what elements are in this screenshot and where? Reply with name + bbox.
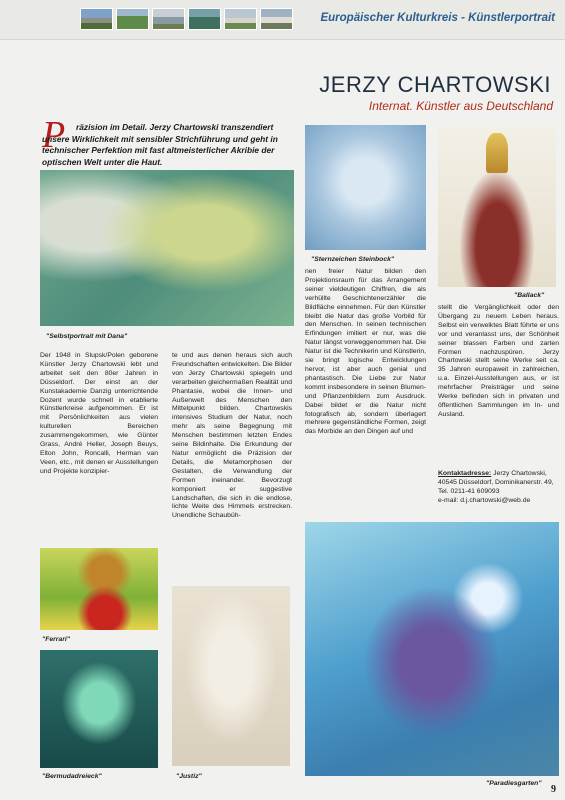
caption-justiz: "Justiz": [176, 773, 202, 780]
trophy-icon: [486, 133, 508, 173]
intro-paragraph: räzision im Detail. Jerzy Chartowski transzendiert unsere Wirklichkeit mit sensibler Strichführung und geht in technischer Perfektion mit fast altmeisterlicher Akribie der optischen Welt unter die Haut.: [42, 122, 278, 167]
caption-ballack: "Ballack": [514, 292, 545, 299]
body-column-1: Der 1948 in Slupsk/Polen geborene Künstler Jerzy Chartowski lebt und arbeitet seit den 80er Jahren in Düsseldorf. Der einst an der Kunstakademie Danzig unterrichtende Dozent wurde schnell in etablierte Künstlerkreise aufgenommen. Er ist mit Persönlichkeiten aus vielen kulturellen Bereichen zusammengekommen, wie Günter Grass, André Heller, Joseph Beuys, Elton John, Roncalli, Herman van Veen, etc., mit denen er Ausstellungen und Projekte konzipier-: [40, 352, 158, 475]
contact-block: [438, 470, 559, 506]
painting-sternzeichen-steinbock: [305, 125, 426, 250]
artist-name: JERZY CHARTOWSKI: [319, 72, 551, 97]
caption-dana: "Selbstportrait mit Dana": [46, 333, 128, 340]
contact-email[interactable]: e-mail: d.j.chartowski@web.de: [438, 496, 531, 504]
painting-paradiesgarten: [305, 522, 559, 776]
painting-ferrari: [40, 548, 158, 630]
body-column-4: stellt die Vergänglichkeit oder den Übergang zu neuem Leben heraus. Selbst ein verwelktes Blatt führte er uns vor und veranlasst uns, der Schönheit seiner blassen Farben und zarten Formen nachzuspüren. Jerzy Chartowski stellt seine Werke seit ca. 35 Jahren europaweit in zahlreichen, u.a. Einzel-Ausstellungen aus, er ist mehrfacher Preisträger und seine Werke befinden sich in privaten und öffentlichen Sammlungen im In- und Ausland.: [438, 304, 559, 418]
caption-garden: "Paradiesgarten": [486, 780, 542, 787]
contact-address: Jerzy Chartowski, 40545 Düsseldorf, Dominikanerstr. 49, Tel. 0211-41 609093: [438, 470, 554, 495]
header-title: Europäischer Kulturkreis - Künstlerportrait: [320, 12, 555, 24]
painting-justiz: [172, 586, 290, 766]
caption-ferrari: "Ferrari": [42, 636, 70, 643]
painting-ballack: [438, 125, 556, 287]
header-thumbnail-building: [152, 8, 185, 30]
caption-steinbock: "Sternzeichen Steinbock": [311, 256, 395, 263]
header-thumbnail-landscape: [116, 8, 149, 30]
contact-label: Kontaktadresse:: [438, 470, 492, 477]
header-thumbnail-monument: [260, 8, 293, 30]
body-column-2: te und aus denen heraus sich auch Freundschaften entwickelten. Die Bilder von Jerzy Chartowski spiegeln und verarbeiten gleichermaßen Realität und Phantasie, wobei die Innen- und Außenwelt des Menschen den Mittelpunkt bilden. Chartowskis intensives Studium der Natur, noch mehr als seine Begegnung mit Menschen bestimmen letzten Endes seine Bildinhalte. Die Erkundung der Natur ermöglicht die Präzision der Details, die Metamorphosen der Gestalten, die Verwandlung der Formen ineinander. Bevorzugt komponiert er suggestive Landschaften, die sich in die endlose, lichte Weite des Himmels erstrecken. Unendliche Schaubüh-: [172, 352, 292, 520]
body-column-3: nen freier Natur bilden den Projektionsraum für das Arrangement seiner vieldeutigen Chiffren, die als verhüllte Geschichtenerzähler die Bildfläche einnehmen. Für den Künstler bleibt die Natur das große Vorbild für den Menschen. In seinen technischen Erfindungen imitiert er nur, was die Natur längst vorweggenommen hat. Die Natur ist die Technikerin und Künstlerin, sie bringt logische Entwicklungen hervor, ist aber auch genial und phantastisch. Die Liebe zur Natur kommt insbesondere in seinen Blumen- und Pflanzenbildern zum Ausdruck. Dabei bildet er die Natur nicht fotografisch ab, sondern überlagert mehrere gegenständliche Formen, zeigt das Morbide an den Dingen auf und: [305, 268, 426, 436]
painting-selbstportrait-mit-dana: [40, 170, 294, 326]
header-thumbnail-castle: [80, 8, 113, 30]
caption-bermuda: "Bermudadreieck": [42, 773, 102, 780]
header-thumbnail-lake: [188, 8, 221, 30]
intro-dropcap: P: [42, 114, 66, 156]
header-band: [0, 0, 565, 40]
header-thumbnail-palace: [224, 8, 257, 30]
artist-subtitle: Internat. Künstler aus Deutschland: [368, 99, 553, 113]
page-number: 9: [551, 784, 556, 795]
painting-bermudadreieck: [40, 650, 158, 768]
